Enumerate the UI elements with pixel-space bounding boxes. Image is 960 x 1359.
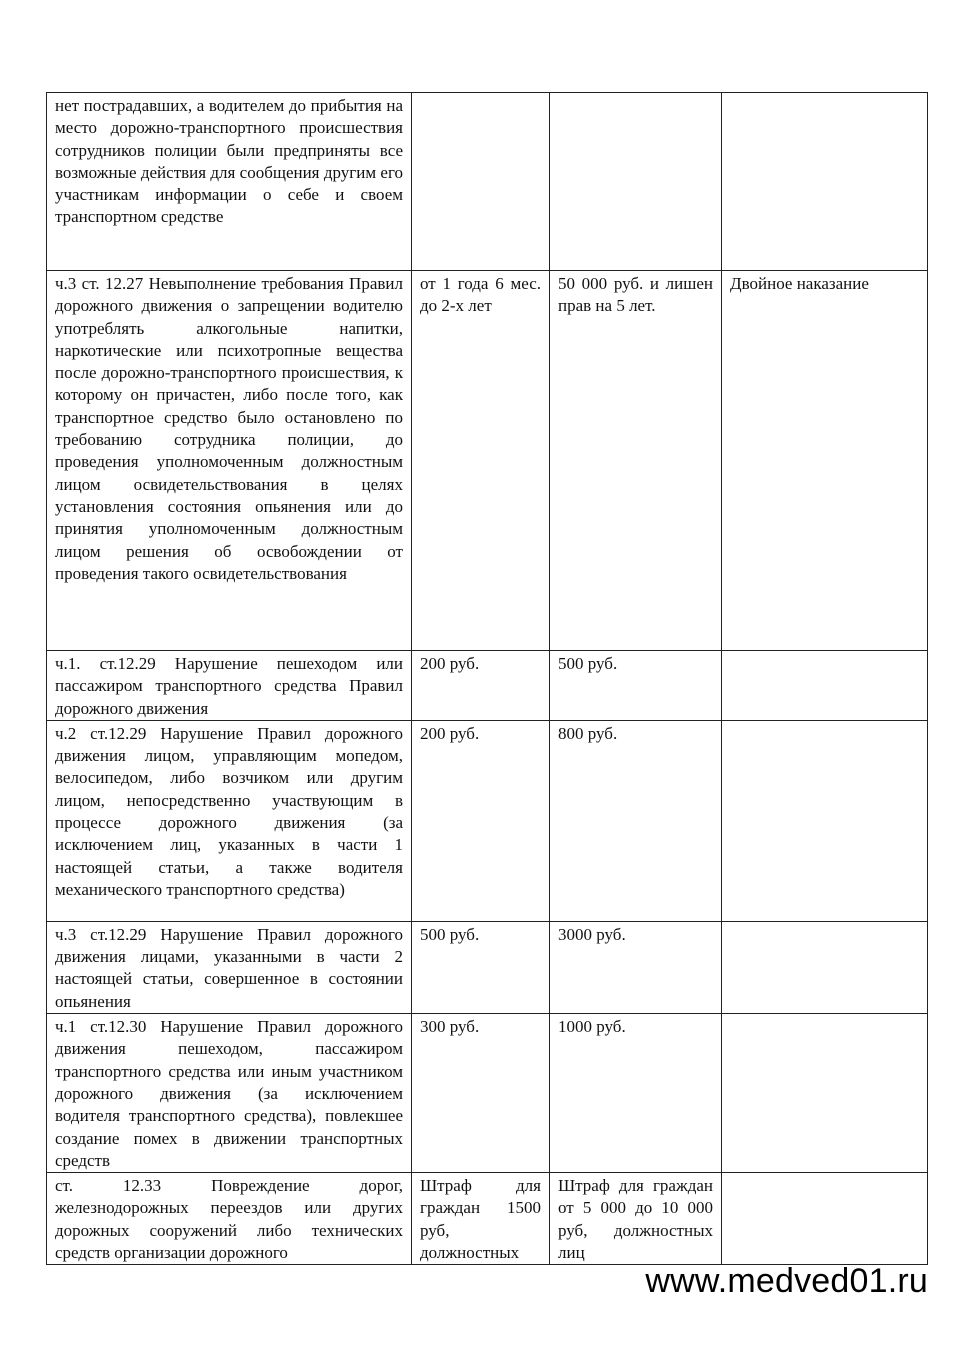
old-penalty-text: от 1 года 6 мес. до 2-х лет: [420, 274, 541, 316]
old-penalty-cell: [412, 651, 550, 721]
old-penalty-cell: [412, 1014, 550, 1173]
new-penalty-cell: [550, 651, 722, 721]
article-text: ч.3 ст.12.29 Нарушение Правил дорожного движения лицами, указанными в части 2 настоящей статьи, совершенное в состоянии опьянения: [55, 924, 403, 1011]
note-cell: [722, 271, 928, 651]
new-penalty-cell: [550, 271, 722, 651]
table-row: [47, 720, 928, 921]
table-row: [47, 93, 928, 271]
article-text: ч.2 ст.12.29 Нарушение Правил дорожного движения лицом, управляющим мопедом, велосипедом, либо возчиком или другим лицом, непосредственно участвующим в процессе дорожного движения (за исключением лиц, указанных в части 1 настоящей статьи, а также водителя механического транспортного средства): [55, 723, 403, 899]
old-penalty-cell: [412, 271, 550, 651]
new-penalty-cell: [550, 921, 722, 1013]
new-penalty-cell: [550, 1173, 722, 1265]
article-cell: [47, 720, 412, 921]
new-penalty-text: Штраф для граждан от 5 000 до 10 000 руб, должностных лиц: [558, 1176, 713, 1263]
article-cell: [47, 651, 412, 721]
old-penalty-text: 200 руб.: [420, 723, 480, 743]
table-row: [47, 1014, 928, 1173]
article-cell: [47, 921, 412, 1013]
note-cell: [722, 651, 928, 721]
article-text: ч.1. ст.12.29 Нарушение пешеходом или пассажиром транспортного средства Правил дорожного движения: [55, 654, 403, 718]
old-penalty-text: Штраф для граждан 1500 руб, должностных: [420, 1176, 541, 1263]
article-cell: [47, 271, 412, 651]
table-row: [47, 651, 928, 721]
table-row: [47, 1173, 928, 1265]
article-text: ст. 12.33 Повреждение дорог, железнодорожных переездов или других дорожных сооружений либо технических средств организации дорожного: [55, 1176, 403, 1263]
note-cell: [722, 1173, 928, 1265]
note-text: Двойное наказание: [730, 274, 869, 293]
new-penalty-text: 800 руб.: [558, 723, 618, 743]
note-cell: [722, 93, 928, 271]
new-penalty-text: 50 000 руб. и лишен прав на 5 лет.: [558, 274, 713, 316]
note-cell: [722, 720, 928, 921]
table-row: [47, 921, 928, 1013]
old-penalty-cell: [412, 720, 550, 921]
old-penalty-text: 300 руб.: [420, 1017, 480, 1037]
article-cell: [47, 1014, 412, 1173]
new-penalty-cell: [550, 1014, 722, 1173]
new-penalty-text: 500 руб.: [558, 654, 618, 673]
old-penalty-cell: [412, 1173, 550, 1265]
article-cell: [47, 1173, 412, 1265]
old-penalty-cell: [412, 93, 550, 271]
article-cell: [47, 93, 412, 271]
new-penalty-cell: [550, 93, 722, 271]
article-text: ч.3 ст. 12.27 Невыполнение требования Правил дорожного движения о запрещении водителю употреблять алкогольные напитки, наркотические или психотропные вещества после дорожно-транспортного происшествия, к которому он причастен, либо после того, как транспортное средство было остановлено по требованию сотрудника полиции, до проведения уполномоченным должностным лицом освидетельствования в целях установления состояния опьянения или до принятия уполномоченным должностным лицом решения об освобождении от проведения такого освидетельствования: [55, 274, 403, 583]
new-penalty-text: 1000 руб.: [558, 1017, 626, 1037]
note-cell: [722, 1014, 928, 1173]
article-text: ч.1 ст.12.30 Нарушение Правил дорожного движения пешеходом, пассажиром транспортного средства или иным участником дорожного движения (за исключением водителя транспортного средства), повлекшее создание помех в движении транспортных средств: [55, 1017, 403, 1170]
website-watermark: www.medved01.ru: [645, 1262, 928, 1300]
new-penalty-text: 3000 руб.: [558, 924, 626, 944]
old-penalty-text: 200 руб.: [420, 654, 480, 673]
article-text: нет пострадавших, а водителем до прибытия на место дорожно-транспортного происшествия сотрудников полиции были предприняты все возможные действия для сообщения другим его участникам информации о себе и своем транспортном средстве: [55, 96, 403, 227]
old-penalty-cell: [412, 921, 550, 1013]
old-penalty-text: 500 руб.: [420, 924, 480, 944]
document-page: [46, 92, 927, 1265]
fines-table: [46, 92, 928, 1265]
note-cell: [722, 921, 928, 1013]
table-row: [47, 271, 928, 651]
new-penalty-cell: [550, 720, 722, 921]
